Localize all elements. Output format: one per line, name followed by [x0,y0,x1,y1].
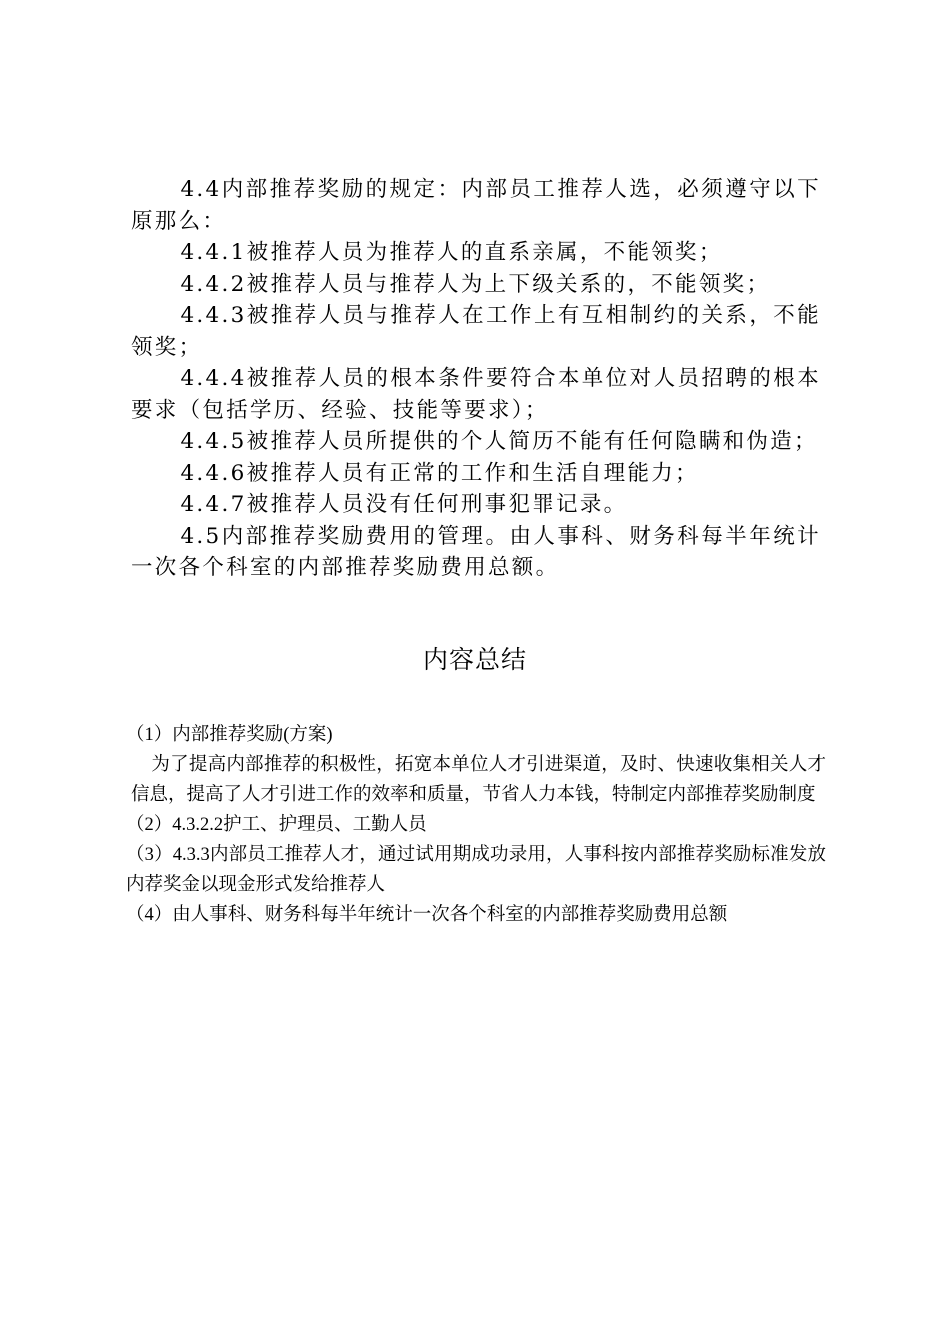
paragraph-4-4-4: 4.4.4被推荐人员的根本条件要符合本单位对人员招聘的根本要求（包括学历、经验、技能等要求）； [131,366,821,423]
summary-item-1-body: 为了提高内部推荐的积极性，拓宽本单位人才引进渠道，及时、快速收集相关人才信息，提高了人才引进工作的效率和质量，节省人力本钱，特制定内部推荐奖励制度 [131,755,826,805]
paragraph-4-4-5: 4.4.5被推荐人员所提供的个人简历不能有任何隐瞒和伪造； [180,429,818,454]
summary-item-4: （4）由人事科、财务科每半年统计一次各个科室的内部推荐奖励费用总额 [126,905,728,925]
paragraph-4-4-2: 4.4.2被推荐人员与推荐人为上下级关系的，不能领奖； [180,271,771,297]
summary-title: 内容总结 [422,645,527,674]
rules-section [131,174,821,584]
paragraph-4-4-6: 4.4.6被推荐人员有正常的工作和生活自理能力； [180,460,699,486]
paragraph-4-4-1: 4.4.1被推荐人员为推荐人的直系亲属，不能领奖； [180,240,723,265]
summary-item-2: （2）4.3.2.2护工、护理员、工勤人员 [126,815,427,835]
paragraph-4-5: 4.5内部推荐奖励费用的管理。由人事科、财务科每半年统计一次各个科室的内部推荐奖励费用总额。 [131,523,821,580]
paragraph-4-4-7: 4.4.7被推荐人员没有任何刑事犯罪记录。 [180,492,628,517]
paragraph-4-4-3: 4.4.3被推荐人员与推荐人在工作上有互相制约的关系，不能领奖； [131,303,821,360]
summary-item-3: （3）4.3.3内部员工推荐人才，通过试用期成功录用，人事科按内部推荐奖励标准发放内荐奖金以现金形式发给推荐人 [126,845,826,895]
summary-section [126,720,826,930]
paragraph-4-4: 4.4内部推荐奖励的规定：内部员工推荐人选，必须遵守以下原那么： [131,177,821,234]
summary-item-1: （1）内部推荐奖励(方案) [126,725,333,745]
